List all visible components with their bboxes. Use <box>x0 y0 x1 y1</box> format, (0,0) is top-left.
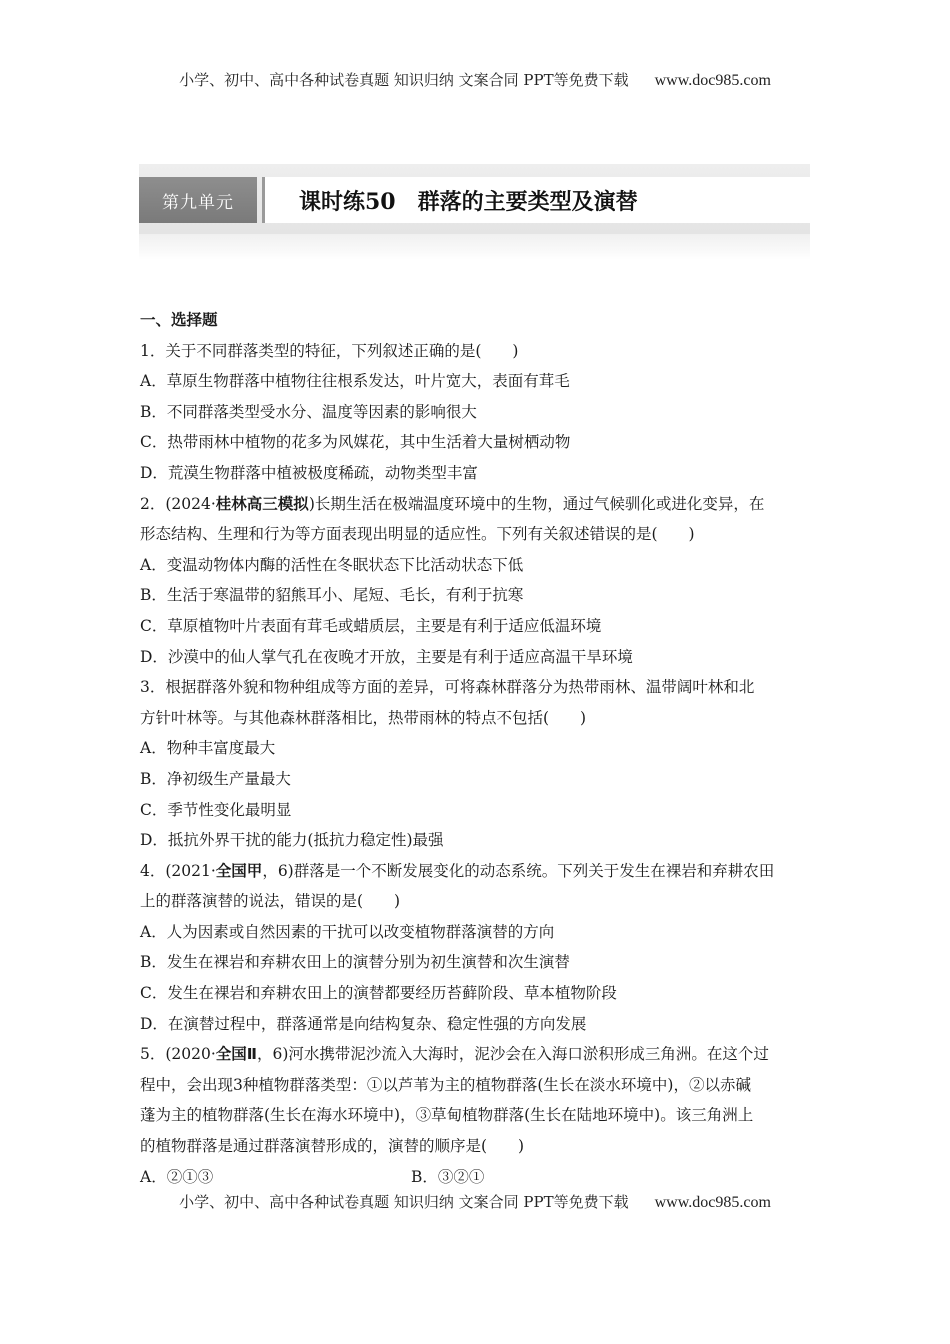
lesson-title-box <box>262 177 810 223</box>
question-1-option-a: A．草原生物群落中植物往往根系发达，叶片宽大，表面有茸毛 <box>140 372 570 391</box>
question-1-option-c: C．热带雨林中植物的花多为风媒花，其中生活着大量树栖动物 <box>140 433 571 452</box>
question-2-stem-text: )长期生活在极端温度环境中的生物，通过气候驯化或进化变异，在 <box>308 494 765 513</box>
question-4-number: 4．(2021· <box>140 861 216 880</box>
footer-watermark <box>0 1191 950 1212</box>
question-2-number: 2．(2024· <box>140 494 216 513</box>
question-2-option-d: D．沙漠中的仙人掌气孔在夜晚才开放，主要是有利于适应高温干旱环境 <box>140 647 633 666</box>
question-4-source: 全国甲 <box>215 861 263 880</box>
question-3-option-d: D．抵抗外界干扰的能力(抵抗力稳定性)最强 <box>140 831 444 850</box>
question-1-stem: 1．关于不同群落类型的特征，下列叙述正确的是( ) <box>140 341 519 360</box>
question-4-stem-line-1 <box>140 856 812 887</box>
question-3-stem-line-2: 方针叶林等。与其他森林群落相比，热带雨林的特点不包括( ) <box>140 708 587 727</box>
unit-tag: 第九单元 <box>139 177 257 223</box>
question-3-option-a: A．物种丰富度最大 <box>140 739 276 758</box>
question-5-option-b: B．③②① <box>411 1167 485 1186</box>
question-1-option-d: D．荒漠生物群落中植被极度稀疏，动物类型丰富 <box>140 463 478 482</box>
question-5-option-a: A．②①③ <box>140 1167 214 1186</box>
header-watermark-text: 小学、初中、高中各种试卷真题 知识归纳 文案合同 PPT等免费下载 <box>179 71 629 89</box>
question-4-option-a: A．人为因素或自然因素的干扰可以改变植物群落演替的方向 <box>140 922 555 941</box>
question-5-stem-line-3: 蓬为主的植物群落(生长在海水环境中)，③草甸植物群落(生长在陆地环境中)。该三角洲上 <box>140 1106 754 1125</box>
question-content <box>140 305 812 1192</box>
question-3-option-b: B．净初级生产量最大 <box>140 769 291 788</box>
question-5-number: 5．(2020· <box>140 1045 216 1064</box>
question-2-source: 桂林高三模拟 <box>215 494 309 513</box>
question-4-option-b: B．发生在裸岩和弃耕农田上的演替分别为初生演替和次生演替 <box>140 953 570 972</box>
lesson-title: 课时练50 群落的主要类型及演替 <box>299 189 638 215</box>
footer-watermark-url[interactable]: www.doc985.com <box>654 1194 771 1211</box>
question-5-stem-line-1 <box>140 1039 812 1070</box>
unit-banner-shadow <box>139 234 810 260</box>
question-5-stem-text: ，6)河水携带泥沙流入大海时，泥沙会在入海口淤积形成三角洲。在这个过 <box>257 1045 769 1064</box>
question-3-option-c: C．季节性变化最明显 <box>140 800 292 819</box>
question-5-source: 全国Ⅱ <box>215 1045 258 1064</box>
footer-watermark-text: 小学、初中、高中各种试卷真题 知识归纳 文案合同 PPT等免费下载 <box>179 1193 629 1211</box>
question-2-option-c: C．草原植物叶片表面有茸毛或蜡质层，主要是有利于适应低温环境 <box>140 616 602 635</box>
question-4-option-d: D．在演替过程中，群落通常是向结构复杂、稳定性强的方向发展 <box>140 1014 587 1033</box>
question-4-option-c: C．发生在裸岩和弃耕农田上的演替都要经历苔藓阶段、草本植物阶段 <box>140 984 617 1003</box>
question-1-option-b: B．不同群落类型受水分、温度等因素的影响很大 <box>140 402 477 421</box>
question-5-stem-line-4: 的植物群落是通过群落演替形成的，演替的顺序是( ) <box>140 1137 525 1156</box>
question-3-stem-line-1: 3．根据群落外貌和物种组成等方面的差异，可将森林群落分为热带雨林、温带阔叶林和北 <box>140 678 755 697</box>
question-2-stem-line-1 <box>140 489 812 520</box>
question-4-stem-text: ，6)群落是一个不断发展变化的动态系统。下列关于发生在裸岩和弃耕农田 <box>262 861 775 880</box>
question-5-options-row <box>140 1162 812 1193</box>
question-2-stem-line-2: 形态结构、生理和行为等方面表现出明显的适应性。下列有关叙述错误的是( ) <box>140 525 695 544</box>
header-watermark-url[interactable]: www.doc985.com <box>654 72 771 89</box>
header-watermark <box>0 69 950 90</box>
question-5-stem-line-2: 程中，会出现3种植物群落类型：①以芦苇为主的植物群落(生长在淡水环境中)，②以赤碱 <box>140 1075 751 1094</box>
question-4-stem-line-2: 上的群落演替的说法，错误的是( ) <box>140 892 401 911</box>
question-2-option-a: A．变温动物体内酶的活性在冬眠状态下比活动状态下低 <box>140 555 524 574</box>
question-2-option-b: B．生活于寒温带的貂熊耳小、尾短、毛长，有利于抗寒 <box>140 586 524 605</box>
section-title: 一、选择题 <box>140 311 218 329</box>
